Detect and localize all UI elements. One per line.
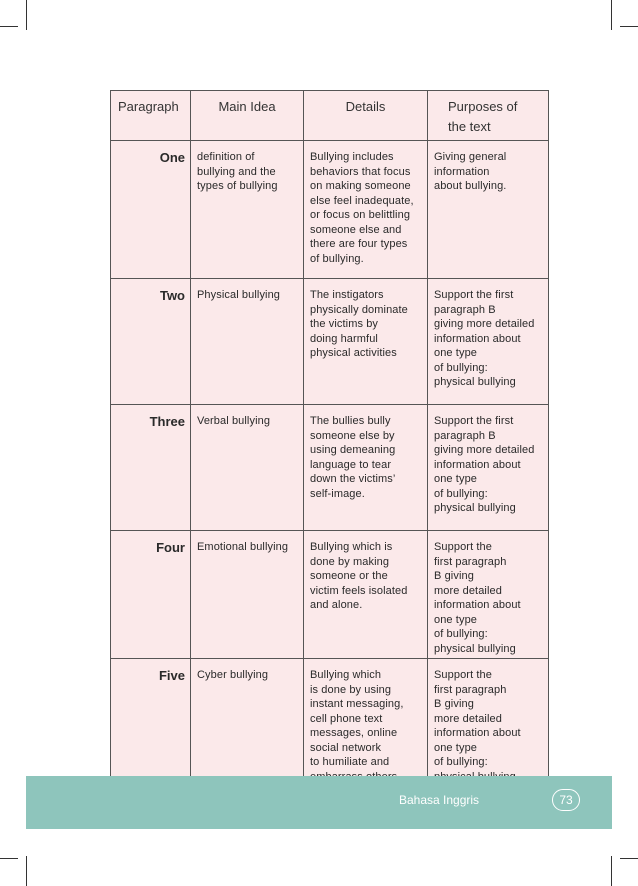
- crop-mark: [611, 856, 612, 886]
- paragraph-number: One: [111, 141, 191, 279]
- header-details: Details: [304, 91, 428, 141]
- main-idea-cell: Verbal bullying: [191, 405, 304, 531]
- header-paragraph: Paragraph: [111, 91, 191, 141]
- main-idea-cell: Cyber bullying: [191, 659, 304, 794]
- table-row: [111, 141, 549, 279]
- paragraph-number: Four: [111, 531, 191, 659]
- table-row: [111, 405, 549, 531]
- book-title: Bahasa Inggris: [399, 793, 480, 807]
- crop-mark: [0, 26, 18, 27]
- purposes-cell: Support the first paragraph B giving more detailed information about one type of bullying:: [428, 659, 549, 794]
- crop-mark: [611, 0, 612, 30]
- crop-mark: [620, 26, 638, 27]
- crop-mark: [620, 858, 638, 859]
- main-idea-cell: definition of bullying and the types of bullying: [191, 141, 304, 279]
- table-row: [111, 531, 549, 659]
- crop-mark: [26, 0, 27, 30]
- details-cell: Bullying which is done by using instant messaging, cell phone text messages, online social network to humiliate and: [304, 659, 428, 794]
- purposes-cell: Support the first paragraph B giving more detailed information about one type of bullying: physical bullying: [428, 405, 549, 531]
- details-cell: Bullying includes behaviors that focus on making someone else feel inadequate, or focus on belittling someone else and there are four types of bullying.: [304, 141, 428, 279]
- header-purposes: Purposes of the text: [428, 91, 549, 141]
- purposes-cell: Giving general information about bullying.: [428, 141, 549, 279]
- purposes-cell: Support the first paragraph B giving more detailed information about one type of bullying: physical bullying: [428, 531, 549, 659]
- paragraph-number: Three: [111, 405, 191, 531]
- crop-mark: [0, 858, 18, 859]
- details-cell: The instigators physically dominate the victims by doing harmful physical activities: [304, 279, 428, 405]
- main-idea-cell: Physical bullying: [191, 279, 304, 405]
- bullying-summary-table: [110, 90, 549, 794]
- table-header-row: [111, 91, 549, 141]
- purposes-cell: Support the first paragraph B giving more detailed information about one type of bullying: physical bullying: [428, 279, 549, 405]
- header-main-idea: Main Idea: [191, 91, 304, 141]
- details-cell: The bullies bully someone else by using demeaning language to tear down the victims’ self-image.: [304, 405, 428, 531]
- crop-mark: [26, 856, 27, 886]
- page-footer: [26, 776, 612, 829]
- page-number: 73: [552, 789, 580, 811]
- table-row: [111, 659, 549, 794]
- details-cell: Bullying which is done by making someone or the victim feels isolated and alone.: [304, 531, 428, 659]
- paragraph-number: Five: [111, 659, 191, 794]
- main-idea-cell: Emotional bullying: [191, 531, 304, 659]
- paragraph-number: Two: [111, 279, 191, 405]
- table-row: [111, 279, 549, 405]
